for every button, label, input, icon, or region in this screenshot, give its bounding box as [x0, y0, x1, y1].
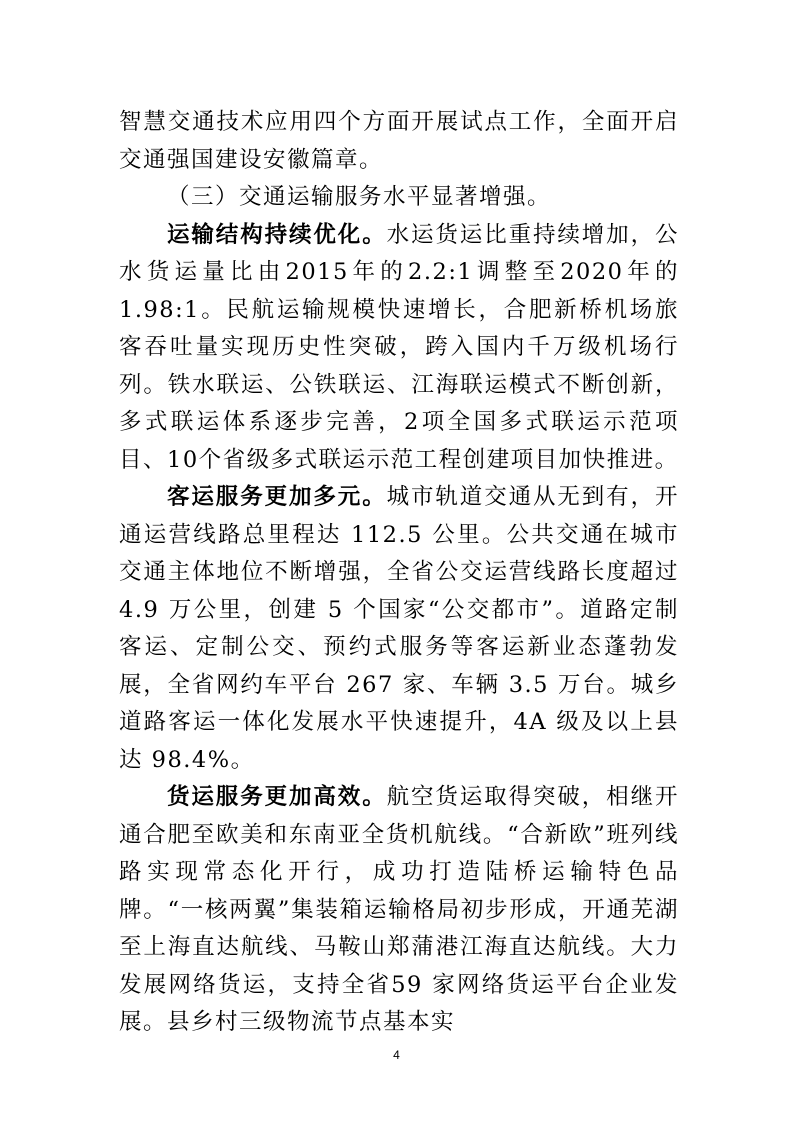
page-number: 4	[393, 1048, 400, 1062]
section-heading: （三）交通运输服务水平显著增强。	[167, 184, 552, 210]
paragraph-lead: 运输结构持续优化。	[167, 221, 387, 248]
document-body	[119, 104, 679, 1042]
paragraph-body: 水运货运比重持续增加，公水货运量比由2015年的2.2:1调整至2020年的1.98:1。民航运输规模快速增长，合肥新桥机场旅客吞吐量实现历史性突破，跨入国内千万级机场行列。铁水联运、公铁联运、江海联运模式不断创新，多式联运体系逐步完善，2项全国多式联运示范项目、10个省级多式联运示范工程创建项目加快推进。	[119, 221, 679, 473]
continuation-paragraph: 智慧交通技术应用四个方面开展试点工作，全面开启交通强国建设安徽篇章。	[119, 109, 679, 173]
paragraph-body: 城市轨道交通从无到有，开通运营线路总里程达 112.5 公里。公共交通在城市交通主体地位不断增强，全省公交运营线路长度超过 4.9 万公里，创建 5 个国家“公交都市”。道路定制客运、定制公交、预约式服务等客运新业态蓬勃发展，全省网约车平台 267 家、车辆 3.5 万台。城乡道路客运一体化发展水平快速提升，4A 级及以上县达 98.4%。	[119, 484, 679, 773]
paragraph-passenger-service	[119, 479, 679, 779]
paragraph-transport-structure	[119, 217, 679, 480]
paragraph-freight-service	[119, 779, 679, 1042]
paragraph-body: 航空货运取得突破，相继开通合肥至欧美和东南亚全货机航线。“合新欧”班列线路实现常态化开行，成功打造陆桥运输特色品牌。“一核两翼”集装箱运输格局初步形成，开通芜湖至上海直达航线、马鞍山郑蒲港江海直达航线。大力发展网络货运，支持全省59 家网络货运平台企业发展。县乡村三级物流节点基本实	[119, 784, 679, 1035]
paragraph-lead: 客运服务更加多元。	[167, 484, 387, 510]
paragraph-lead: 货运服务更加高效。	[167, 784, 387, 810]
